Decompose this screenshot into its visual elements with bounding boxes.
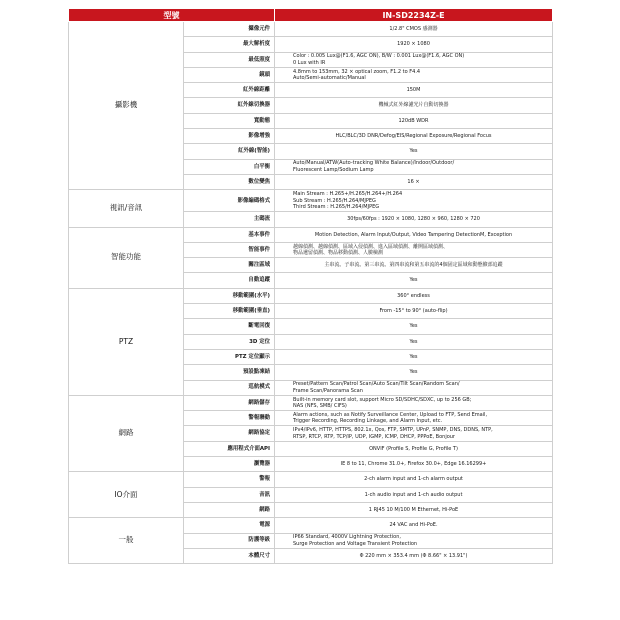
- feature-label: 主碼流: [184, 212, 275, 227]
- feature-value: 主串流、子串流、第三串流、第四串流和第五串流的4個固定區域和動態臉部追蹤: [275, 258, 553, 273]
- spec-sheet: [68, 8, 552, 564]
- feature-label: 寬動態: [184, 113, 275, 128]
- feature-label: 網路: [184, 502, 275, 517]
- feature-value: HLC/BLC/3D DNR/Defog/EIS/Regional Exposure/Regional Focus: [275, 129, 553, 144]
- feature-value: IE 8 to 11, Chrome 31.0+, Firefox 30.0+, Edge 16.16299+: [275, 457, 553, 472]
- feature-value: 1/2.8" CMOS 感測器: [275, 22, 553, 37]
- feature-value: Φ 220 mm × 353.4 mm (Φ 8.66" × 13.91"): [275, 548, 553, 563]
- feature-label: 白平衡: [184, 159, 275, 174]
- category-label: 智能功能: [69, 227, 184, 288]
- category-label: IO介面: [69, 472, 184, 518]
- feature-label: 影像編碼格式: [184, 190, 275, 212]
- feature-value: Yes: [275, 144, 553, 159]
- feature-value: 1-ch audio input and 1-ch audio output: [275, 487, 553, 502]
- spec-row: [69, 227, 553, 242]
- feature-label: 防護等級: [184, 533, 275, 548]
- feature-label: 移動範圍(垂直): [184, 304, 275, 319]
- feature-value: Preset/Pattern Scan/Patrol Scan/Auto Scan/Tilt Scan/Random Scan/ Frame Scan/Panorama Scan: [275, 380, 553, 395]
- feature-label: 自動追蹤: [184, 273, 275, 288]
- feature-label: 音訊: [184, 487, 275, 502]
- feature-label: 影像增強: [184, 129, 275, 144]
- feature-value: 1 RJ45 10 M/100 M Ethernet, Hi-PoE: [275, 502, 553, 517]
- feature-value: Motion Detection, Alarm Input/Output, Video Tampering DetectionM, Exception: [275, 227, 553, 242]
- feature-value: 360° endless: [275, 288, 553, 303]
- feature-label: 紅外線距離: [184, 83, 275, 98]
- spec-table-header: [69, 9, 553, 22]
- feature-label: 警報聯動: [184, 411, 275, 426]
- feature-label: 本體尺寸: [184, 548, 275, 563]
- feature-value: 30fps/60fps : 1920 × 1080, 1280 × 960, 1280 × 720: [275, 212, 553, 227]
- category-label: PTZ: [69, 288, 184, 395]
- category-label: 攝影機: [69, 22, 184, 190]
- feature-label: 預設點凍結: [184, 365, 275, 380]
- feature-value: 2-ch alarm input and 1-ch alarm output: [275, 472, 553, 487]
- feature-label: 瀏覽器: [184, 457, 275, 472]
- feature-value: 越線偵測、越線偵測、區域入侵偵測、進入區域偵測、離開區域偵測、 物品遺留偵測、物品移動偵測、人臉檢測: [275, 242, 553, 257]
- spec-row: [69, 288, 553, 303]
- feature-value: Yes: [275, 365, 553, 380]
- feature-value: IP66 Standard, 4000V Lightning Protection, Surge Protection and Voltage Transient Protection: [275, 533, 553, 548]
- spec-row: [69, 395, 553, 410]
- spec-row: [69, 190, 553, 212]
- feature-value: 16 ×: [275, 174, 553, 189]
- spec-table-body: [69, 22, 553, 564]
- feature-value: Built-in memory card slot, support Micro SD/SDHC/SDXC, up to 256 GB; NAS (NFS, SMB/ CIFS): [275, 395, 553, 410]
- feature-label: 基本事件: [184, 227, 275, 242]
- feature-value: Yes: [275, 273, 553, 288]
- model-number: IN-SD2234Z-E: [275, 9, 553, 22]
- model-label: 型號: [69, 9, 275, 22]
- feature-label: 紅外線(智能): [184, 144, 275, 159]
- feature-label: 電源: [184, 518, 275, 533]
- category-label: 一般: [69, 518, 184, 564]
- feature-value: 機械式紅外線濾光片自動切換器: [275, 98, 553, 113]
- feature-value: Color : 0.005 Lux@(F1.6, AGC ON), B/W : 0.001 Lux@(F1.6, AGC ON) 0 Lux with IR: [275, 52, 553, 67]
- feature-label: 紅外線切換器: [184, 98, 275, 113]
- feature-value: Main Stream : H.265+/H.265/H.264+/H.264 Sub Stream : H.265/H.264/MJPEG Third Stream : H.265/H.264/MJPEG: [275, 190, 553, 212]
- feature-label: 最大解析度: [184, 37, 275, 52]
- feature-label: PTZ 定位顯示: [184, 349, 275, 364]
- feature-label: 巡航模式: [184, 380, 275, 395]
- feature-label: 網路儲存: [184, 395, 275, 410]
- feature-value: 150M: [275, 83, 553, 98]
- feature-label: 最低照度: [184, 52, 275, 67]
- feature-value: Yes: [275, 334, 553, 349]
- feature-value: 1920 × 1080: [275, 37, 553, 52]
- feature-value: Auto/Manual/ATW(Auto-tracking White Balance)/Indoor/Outdoor/ Fluorescent Lamp/Sodium Lamp: [275, 159, 553, 174]
- feature-value: ONVIF (Profile S, Profile G, Profile T): [275, 441, 553, 456]
- feature-value: Alarm actions, such as Notify Surveillance Center, Upload to FTP, Send Email, Trigger Recording, Recording Linkage, and Alarm Input, etc.: [275, 411, 553, 426]
- feature-label: 斷電回復: [184, 319, 275, 334]
- category-label: 視訊/音訊: [69, 190, 184, 227]
- feature-label: 移動範圍(水平): [184, 288, 275, 303]
- feature-value: From -15° to 90° (auto-flip): [275, 304, 553, 319]
- feature-value: Yes: [275, 349, 553, 364]
- category-label: 網路: [69, 395, 184, 471]
- spec-row: [69, 22, 553, 37]
- feature-label: 攝像元件: [184, 22, 275, 37]
- feature-label: 3D 定位: [184, 334, 275, 349]
- spec-row: [69, 472, 553, 487]
- feature-value: 4.8mm to 153mm, 32 × optical zoom, F1.2 to F4.4 Auto/Semi-automatic/Manual: [275, 67, 553, 82]
- spec-table: [68, 8, 553, 564]
- feature-value: 24 VAC and Hi-PoE.: [275, 518, 553, 533]
- feature-label: 智能事件: [184, 242, 275, 257]
- spec-row: [69, 518, 553, 533]
- feature-value: IPv4/IPv6, HTTP, HTTPS, 802.1x, Qos, FTP, SMTP, UPnP, SNMP, DNS, DDNS, NTP, RTSP, RTCP, RTP, TCP/IP, UDP, IGMP, ICMP, DHCP, PPPoE, Bonjour: [275, 426, 553, 441]
- feature-value: 120dB WDR: [275, 113, 553, 128]
- feature-label: 鏡頭: [184, 67, 275, 82]
- feature-label: 數位變焦: [184, 174, 275, 189]
- feature-value: Yes: [275, 319, 553, 334]
- feature-label: 網路協定: [184, 426, 275, 441]
- feature-label: 關注區域: [184, 258, 275, 273]
- feature-label: 應用程式介面API: [184, 441, 275, 456]
- feature-label: 警報: [184, 472, 275, 487]
